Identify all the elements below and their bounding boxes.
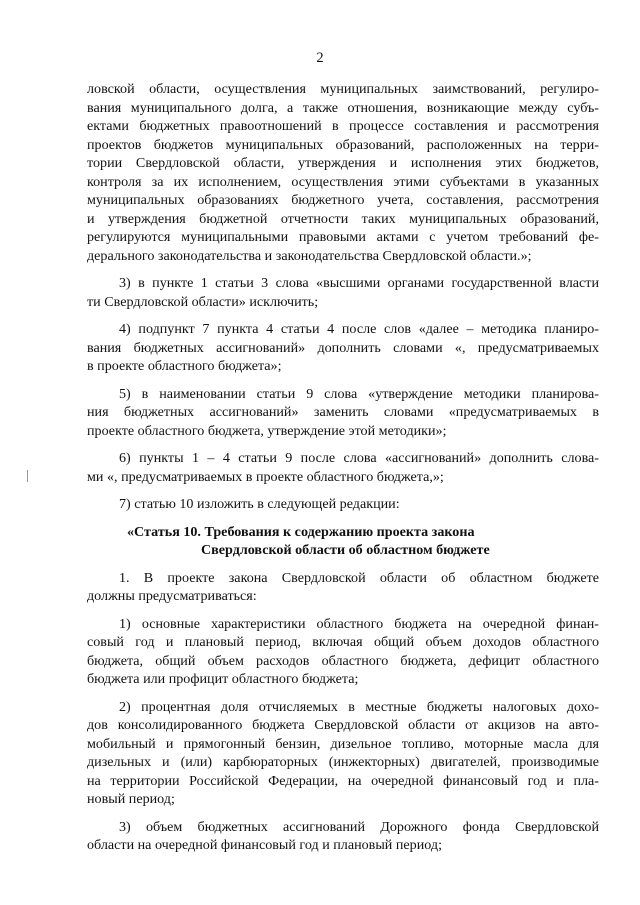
paragraph-item-6 <box>87 449 599 486</box>
text-line: дов консолидированного бюджета Свердловской области от акцизов на авто- <box>87 717 599 733</box>
text-line: 2) процентная доля отчисляемых в местные бюджеты налоговых дохо- <box>119 698 599 715</box>
text-line: ектами бюджетных правоотношений в процессе составления и рассмотрения <box>87 118 599 134</box>
document-body <box>87 80 599 864</box>
text-line: 1) основные характеристики областного бюджета на очередной финан- <box>119 615 599 632</box>
text-line: ти Свердловской области» исключить; <box>87 293 319 310</box>
text-line: проектов бюджетов муниципальных образований, расположенных на терри- <box>87 136 599 153</box>
text-line: новый период; <box>87 791 175 807</box>
text-line: мобильный и прямогонный бензин, дизельное топливо, моторные масла для <box>87 735 599 752</box>
text-line: проекте областного бюджета, утверждение этой методики»; <box>87 422 447 439</box>
text-line: дерального законодательства и законодательства Свердловской области.»; <box>87 247 532 264</box>
paragraph-continuation <box>87 80 599 265</box>
text-line: 5) в наименовании статьи 9 слова «утверждение методики планирова- <box>119 385 599 402</box>
text-line: вания бюджетных ассигнований» дополнить словами «, предусматриваемых <box>87 339 599 356</box>
text-line: дизельных и (или) карбюраторных (инжекторных) двигателей, производимые <box>87 754 599 770</box>
text-line: ловской области, осуществления муниципальных заимствований, регулиро- <box>87 81 599 97</box>
text-line: на территории Российской Федерации, на очередной финансовый год и пла- <box>87 772 599 789</box>
article-subitem-2 <box>87 698 599 809</box>
text-line: 3) в пункте 1 статьи 3 слова «высшими органами государственной власти <box>119 275 599 291</box>
text-line: 6) пункты 1 – 4 статьи 9 после слова «ассигнований» дополнить слова- <box>119 450 599 466</box>
text-line: ния бюджетных ассигнований» заменить словами «предусматриваемых в <box>87 404 599 420</box>
text-line: 4) подпункт 7 пункта 4 статьи 4 после слов «далее – методика планиро- <box>119 321 599 337</box>
paragraph-item-4 <box>87 320 599 376</box>
article-heading <box>87 523 599 560</box>
article-subitem-3 <box>87 818 599 855</box>
paragraph-item-5 <box>87 385 599 441</box>
scan-margin-mark <box>27 470 28 482</box>
text-line: в проекте областного бюджета»; <box>87 358 282 374</box>
text-line: бюджета или профицит областного бюджета; <box>87 671 359 687</box>
text-line: регулируются муниципальными правовыми актами с учетом требований фе- <box>87 229 599 245</box>
text-line: бюджета, общий объем расходов областного бюджета, дефицит областного <box>87 652 599 669</box>
text-line: должны предусматриваться: <box>87 588 257 604</box>
paragraph-item-7 <box>87 495 599 514</box>
text-line: 7) статью 10 изложить в следующей редакции: <box>119 496 400 512</box>
page-number: 2 <box>316 50 324 66</box>
text-line: области на очередной финансовый год и плановый период; <box>87 837 442 853</box>
text-line: контроля за их исполнением, осуществления этими субъектами в указанных <box>87 173 599 190</box>
article-heading-line-1: «Статья 10. Требования к содержанию проекта закона <box>127 523 475 540</box>
paragraph-item-3 <box>87 274 599 311</box>
text-line: муниципальных образованиях бюджетного учета, составления, рассмотрения <box>87 192 599 208</box>
article-paragraph-1 <box>87 569 599 606</box>
text-line: совый год и плановый период, включая общий объем доходов областного <box>87 634 599 650</box>
text-line: 3) объем бюджетных ассигнований Дорожного фонда Свердловской <box>119 818 599 835</box>
text-line: тории Свердловской области, утверждения и исполнения этих бюджетов, <box>87 155 599 171</box>
article-subitem-1 <box>87 615 599 689</box>
text-line: ми «, предусматриваемых в проекте областного бюджета,»; <box>87 468 444 485</box>
text-line: и утверждения бюджетной отчетности таких муниципальных образований, <box>87 210 599 227</box>
article-heading-line-2: Свердловской области об областном бюджете <box>201 542 490 558</box>
text-line: вания муниципального долга, а также отношения, возникающие между субъ- <box>87 99 599 116</box>
text-line: 1. В проекте закона Свердловской области об областном бюджете <box>119 569 599 586</box>
